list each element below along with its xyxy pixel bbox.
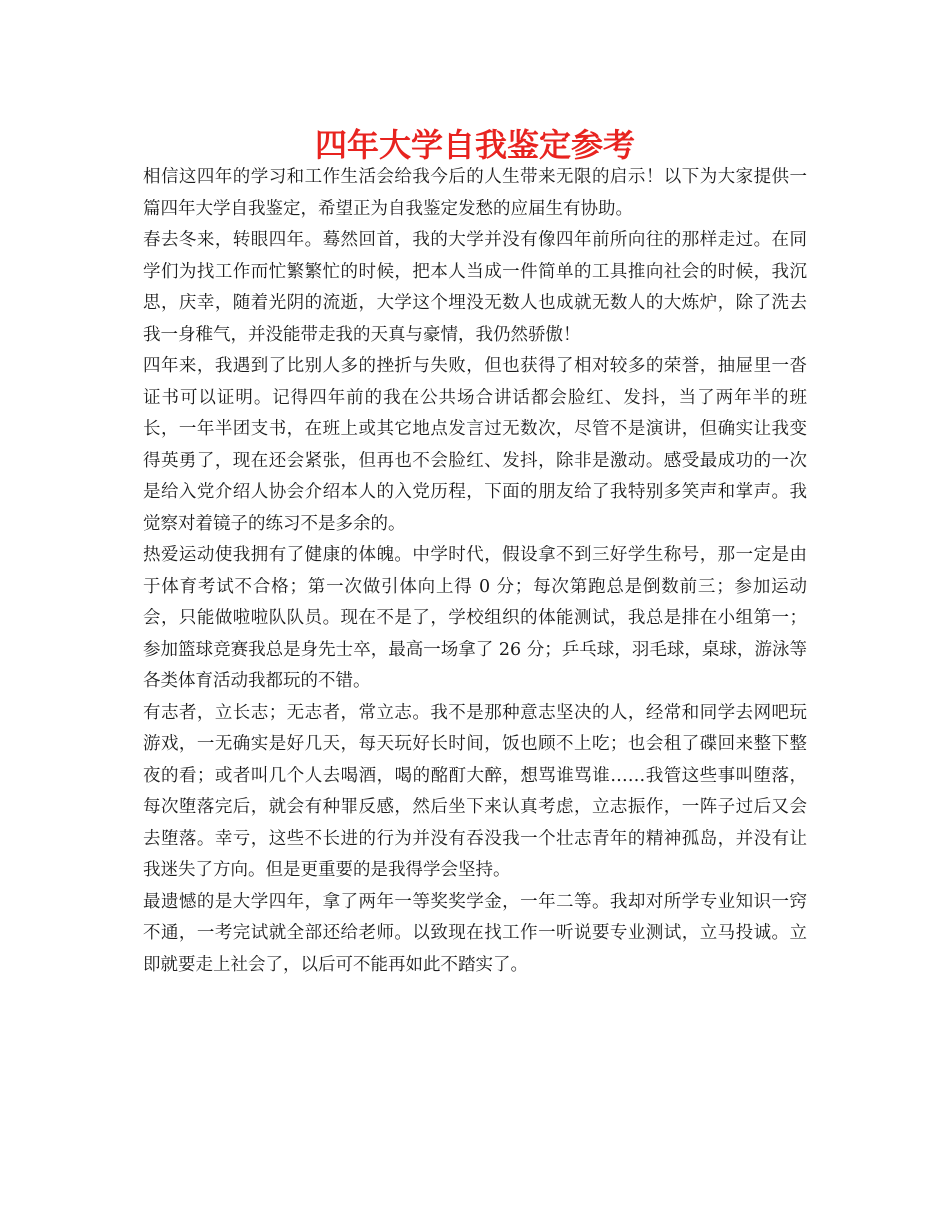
paragraph-intro: 相信这四年的学习和工作生活会给我今后的人生带来无限的启示！以下为大家提供一篇四年大学自我鉴定，希望正为自我鉴定发愁的应届生有协助。 xyxy=(143,167,807,219)
document-body xyxy=(143,162,807,981)
paragraph-reflection: 春去冬来，转眼四年。蓦然回首，我的大学并没有像四年前所向往的那样走过。在同学们为找工作而忙繁繁忙的时候，把本人当成一件简单的工具推向社会的时候，我沉思，庆幸，随着光阴的流逝，大学这个埋没无数人也成就无数人的大炼炉，除了洗去我一身稚气，并没能带走我的天真与豪情，我仍然骄傲！ xyxy=(143,230,807,345)
paragraph-sports: 热爱运动使我拥有了健康的体魄。中学时代，假设拿不到三好学生称号，那一定是由于体育考试不合格；第一次做引体向上得 0 分；每次第跑总是倒数前三；参加运动会，只能做啦啦队队员。现在不是了，学校组织的体能测试，我总是排在小组第一；参加篮球竞赛我总是身先士卒，最高一场拿了 26 分；乒乓球，羽毛球，桌球，游泳等各类体育活动我都玩的不错。 xyxy=(143,545,807,691)
document-title: 四年大学自我鉴定参考 xyxy=(314,126,635,164)
paragraph-honors: 四年来，我遇到了比别人多的挫折与失败，但也获得了相对较多的荣誉，抽屉里一沓证书可以证明。记得四年前的我在公共场合讲话都会脸红、发抖，当了两年半的班长，一年半团支书，在班上或其它地点发言过无数次，尽管不是演讲，但确实让我变得英勇了，现在还会紧张，但再也不会脸红、发抖，除非是激动。感受最成功的一次是给入党介绍人协会介绍本人的入党历程，下面的朋友给了我特别多笑声和掌声。我觉察对着镜子的练习不是多余的。 xyxy=(143,356,807,534)
paragraph-regret: 最遗憾的是大学四年，拿了两年一等奖奖学金，一年二等。我却对所学专业知识一窍不通，一考完试就全部还给老师。以致现在找工作一听说要专业测试，立马投诚。立即就要走上社会了，以后可不能再如此不踏实了。 xyxy=(143,891,807,975)
paragraph-willpower: 有志者，立长志；无志者，常立志。我不是那种意志坚决的人，经常和同学去网吧玩游戏，一无确实是好几天，每天玩好长时间，饭也顾不上吃；也会租了碟回来整下整夜的看；或者叫几个人去喝酒，喝的酩酊大醉，想骂谁骂谁……我管这些事叫堕落，每次堕落完后，就会有种罪反感，然后坐下来认真考虑，立志振作，一阵子过后又会去堕落。幸亏，这些不长进的行为并没有吞没我一个壮志青年的精神孤岛，并没有让我迷失了方向。但是更重要的是我得学会坚持。 xyxy=(143,702,807,880)
